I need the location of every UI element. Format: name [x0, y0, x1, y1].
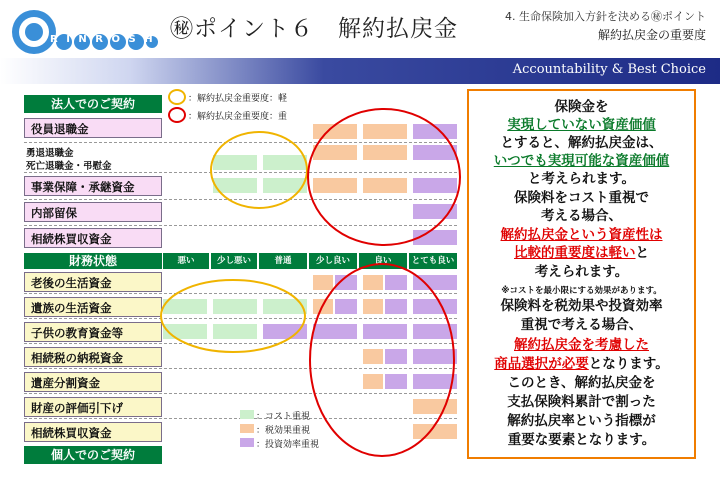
light-circle-legend-label: ：解約払戻金重要度：軽	[188, 94, 288, 104]
explanation-line: 重視で考える場合、	[520, 317, 643, 333]
explanation-line: 重要な要素となります。	[507, 432, 656, 448]
explanation-line: このとき、解約払戻金を	[507, 375, 656, 391]
explanation-line: 考える場合、	[541, 208, 622, 224]
explanation-line: とすると、解約払戻金は、	[500, 135, 663, 151]
explanation-line: 支払保険料累計で割った	[507, 394, 656, 410]
row-label: 相続税の納税資金	[24, 347, 162, 367]
slide-subtitle: 解約払戻金の重要度	[597, 28, 706, 42]
row-label: 遺族の生活資金	[24, 297, 162, 317]
column-header: 良い	[359, 253, 407, 269]
logo-text: RINROSHA	[50, 34, 178, 45]
explanation-highlight: 比較的重要度は軽い	[514, 245, 636, 261]
row-label: 死亡退職金・弔慰金	[26, 161, 112, 172]
explanation-line: 解約払戻率という指標が	[507, 413, 656, 429]
heavy-importance-ellipse-corporate	[308, 109, 460, 245]
cost-legend-label: ：コスト重視	[256, 412, 311, 422]
heavy-importance-ellipse-individual	[310, 264, 454, 456]
explanation-line: 保険料をコスト重視で	[514, 190, 649, 206]
row-label: 内部留保	[24, 202, 162, 222]
explanation-line: 考えられます。	[534, 264, 629, 280]
explanation-line: 保険金を	[554, 99, 609, 115]
light-importance-ellipse-corporate	[211, 132, 307, 208]
investment-legend-label: ：投資効率重視	[256, 440, 320, 450]
column-header: 悪い	[163, 253, 209, 269]
column-header: 少し良い	[309, 253, 357, 269]
row-label: 子供の教育資金等	[24, 322, 162, 342]
row-label: 役員退職金	[24, 118, 162, 138]
individual-footer: 個人でのご契約	[24, 446, 162, 464]
row-label: 勇退退職金	[26, 148, 74, 159]
explanation-highlight: いつでも実現可能な資産価値	[493, 153, 670, 169]
explanation-highlight: 解約払戻金という資産性は	[500, 227, 663, 243]
banner-text: Accountability & Best Choice	[512, 62, 706, 77]
row-label: 遺産分割資金	[24, 372, 162, 392]
row-label: 財産の評価引下げ	[24, 397, 162, 417]
financial-status-header: 財務状態	[24, 253, 162, 269]
section-subtitle: 4. 生命保険加入方針を決める㊙ポイント	[505, 10, 706, 23]
explanation-highlight: 実現していない資産価値	[507, 117, 656, 133]
column-header: 普通	[259, 253, 307, 269]
column-header: 少し悪い	[211, 253, 257, 269]
row-label: 事業保障・承継資金	[24, 176, 162, 196]
row-label: 相続株買収資金	[24, 228, 162, 248]
tax-legend-label: ：税効果重視	[256, 426, 311, 436]
explanation-line: と考えられます。	[528, 171, 635, 187]
explanation-line: 保険料を税効果や投資効率	[500, 298, 663, 314]
light-importance-ellipse-individual	[161, 280, 305, 352]
explanation-line: と	[635, 245, 649, 261]
explanation-line: となります。	[588, 356, 669, 372]
column-header: とても良い	[409, 253, 457, 269]
page-title: ㊙ポイント６ 解約払戻金	[170, 16, 458, 42]
explanation-line-mixed	[467, 356, 696, 373]
explanation-note: ※コストを最小限にする効果があります。	[501, 286, 662, 296]
explanation-highlight: 解約払戻金を考慮した	[514, 337, 649, 353]
row-label: 相続株買収資金	[24, 422, 162, 442]
row-label: 老後の生活資金	[24, 272, 162, 292]
heavy-circle-legend-label: ：解約払戻金重要度：重	[188, 112, 288, 122]
explanation-line-mixed	[467, 245, 696, 262]
corporate-header: 法人でのご契約	[24, 95, 162, 113]
explanation-highlight: 商品選択が必要	[494, 356, 589, 372]
